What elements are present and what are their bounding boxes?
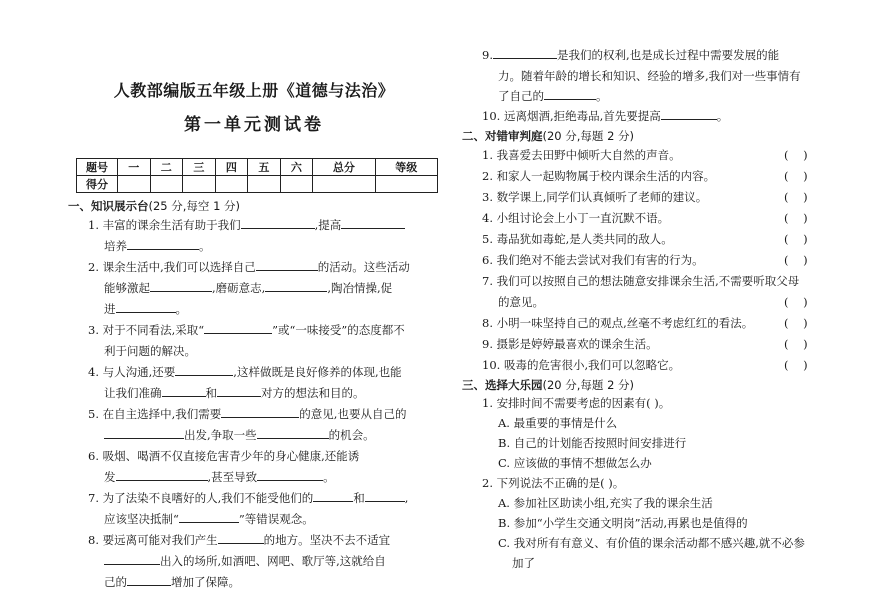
q-text: ”或“一味接受”的态度都不 <box>272 323 405 337</box>
judge-item: 4. 小组讨论会上小丁一直沉默不语。 <box>482 211 670 225</box>
answer-parens[interactable]: ( ) <box>784 232 808 246</box>
score-input-cell[interactable] <box>118 176 151 193</box>
q-text: 的意见,也要从自己的 <box>299 407 407 421</box>
fill-blank[interactable] <box>218 531 264 544</box>
q-text: 1. 丰富的课余生活有助于我们 <box>88 218 241 232</box>
s1-q10-line1 <box>482 107 728 126</box>
judge-item: 10. 吸毒的危害很小,我们可以忽略它。 <box>482 358 681 372</box>
s1-q1-line2 <box>104 237 211 256</box>
fill-blank[interactable] <box>104 552 160 565</box>
score-cell: 总分 <box>313 159 375 176</box>
q-text: 9. <box>482 48 493 62</box>
fill-blank[interactable] <box>104 426 184 439</box>
s1-q8-line1 <box>88 531 390 550</box>
answer-parens[interactable]: ( ) <box>784 148 808 162</box>
q-text: 7. 为了法染不良嗜好的人,我们不能受他们的 <box>88 491 314 505</box>
score-cell: 一 <box>118 159 151 176</box>
choice-question-2: 2. 下列说法不正确的是( )。 <box>482 476 625 490</box>
score-cell: 二 <box>150 159 183 176</box>
section1-note: (25 分,每空 1 分) <box>148 199 241 213</box>
q-text: 。 <box>175 302 187 316</box>
q-text: 。 <box>323 470 335 484</box>
score-row-label: 得分 <box>77 176 118 193</box>
s1-q8-line3 <box>104 573 240 592</box>
s1-q8-line2 <box>104 552 386 571</box>
exam-title: 人教部编版五年级上册《道德与法治》 <box>113 81 395 100</box>
q-text: 应该坚决抵制“ <box>104 512 179 526</box>
q-text: 出入的场所,如酒吧、网吧、歌厅等,这就给自 <box>160 554 386 568</box>
q-text: 3. 对于不同看法,采取“ <box>88 323 205 337</box>
fill-blank[interactable] <box>493 46 557 59</box>
s1-q1-line1 <box>88 216 405 235</box>
s1-q5-line1 <box>88 405 406 424</box>
score-input-cell[interactable] <box>183 176 216 193</box>
fill-blank[interactable] <box>150 279 212 292</box>
answer-parens[interactable]: ( ) <box>784 169 808 183</box>
q-text: ,这样做既是良好修养的体现,也能 <box>233 365 402 379</box>
answer-parens[interactable]: ( ) <box>784 211 808 225</box>
fill-blank[interactable] <box>221 405 299 418</box>
section2-note: (20 分,每题 2 分) <box>542 129 635 143</box>
s1-q4-line2 <box>104 384 365 403</box>
q-text: 8. 要远离可能对我们产生 <box>88 533 218 547</box>
q-text: , <box>404 491 409 505</box>
s1-q6-line1 <box>88 447 359 466</box>
fill-blank[interactable] <box>204 321 272 334</box>
q-text: 的机会。 <box>328 428 375 442</box>
answer-parens[interactable]: ( ) <box>784 190 808 204</box>
q-text: 进 <box>104 302 116 316</box>
fill-blank[interactable] <box>127 237 199 250</box>
s1-q4-line1 <box>88 363 402 382</box>
choice-question-1: 1. 安排时间不需要考虑的因素有( )。 <box>482 396 671 410</box>
judge-item: 6. 我们绝对不能去尝试对我们有害的行为。 <box>482 253 704 267</box>
score-cell: 题号 <box>77 159 118 176</box>
score-input-cell[interactable] <box>313 176 375 193</box>
answer-parens[interactable]: ( ) <box>784 295 808 309</box>
fill-blank[interactable] <box>175 363 233 376</box>
score-input-cell[interactable] <box>248 176 281 193</box>
score-cell: 四 <box>215 159 248 176</box>
q-text: 。 <box>596 89 608 103</box>
q-text: 和 <box>205 386 217 400</box>
q-text: ”等错误观念。 <box>238 512 314 526</box>
score-table-header-row <box>77 159 438 176</box>
q-text: ,陶冶情操,促 <box>327 281 393 295</box>
choice-option[interactable]: B. 自己的计划能否按照时间安排进行 <box>498 436 687 450</box>
answer-parens[interactable]: ( ) <box>784 316 808 330</box>
s1-q2-line1 <box>88 258 410 277</box>
s1-q3-line1 <box>88 321 405 340</box>
choice-option[interactable]: C. 我对所有有意义、有价值的课余活动都不感兴趣,就不必参 <box>498 536 805 550</box>
fill-blank[interactable] <box>179 510 239 523</box>
fill-blank[interactable] <box>217 384 261 397</box>
q-text: 让我们准确 <box>104 386 162 400</box>
q-text: ,提高 <box>314 218 342 232</box>
choice-option-continued: 加了 <box>512 556 535 570</box>
score-input-cell[interactable] <box>280 176 313 193</box>
s1-q2-line3 <box>104 300 187 319</box>
q-text: 培养 <box>104 239 127 253</box>
fill-blank[interactable] <box>257 468 323 481</box>
q-text: 4. 与人沟通,还要 <box>88 365 176 379</box>
judge-item: 3. 数学课上,同学们认真倾听了老师的建议。 <box>482 190 708 204</box>
s1-q7-line1 <box>88 489 408 508</box>
s1-q9-line3 <box>498 87 608 106</box>
fill-blank[interactable] <box>265 279 327 292</box>
q-text: 了自己的 <box>498 89 544 103</box>
q-text: 己的 <box>104 575 127 589</box>
choice-option[interactable]: A. 参加社区助读小组,充实了我的课余生活 <box>498 496 713 510</box>
section2-heading <box>462 128 634 144</box>
score-cell: 等级 <box>375 159 437 176</box>
score-input-cell[interactable] <box>215 176 248 193</box>
fill-blank[interactable] <box>544 87 596 100</box>
q-text: 力。随着年龄的增长和知识、经验的增多,我们对一些事情有 <box>498 69 801 83</box>
fill-blank[interactable] <box>127 573 171 586</box>
s1-q3-line2 <box>104 342 196 361</box>
score-cell: 六 <box>280 159 313 176</box>
judge-item: 7. 我们可以按照自己的想法随意安排课余生活,不需要听取父母 <box>482 274 800 288</box>
fill-blank[interactable] <box>256 258 318 271</box>
q-text: 发 <box>104 470 116 484</box>
fill-blank[interactable] <box>257 426 329 439</box>
q-text: 10. 远离烟酒,拒绝毒品,首先要提高 <box>482 109 661 123</box>
answer-parens[interactable]: ( ) <box>784 358 808 372</box>
judge-item-continued: 的意见。 <box>498 295 544 309</box>
q-text: ,甚至导致 <box>207 470 258 484</box>
section2-title: 二、对错审判庭 <box>462 129 543 143</box>
choice-option[interactable]: A. 最重要的事情是什么 <box>498 416 618 430</box>
exam-subtitle: 第一单元测试卷 <box>184 115 324 135</box>
fill-blank[interactable] <box>162 384 206 397</box>
judge-item: 5. 毒品犹如毒蛇,是人类共同的敌人。 <box>482 232 673 246</box>
choice-option[interactable]: C. 应该做的事情不想做怎么办 <box>498 456 652 470</box>
q-text: 6. 吸烟、喝酒不仅直接危害青少年的身心健康,还能诱 <box>88 449 360 463</box>
q-text: 。 <box>199 239 211 253</box>
fill-blank[interactable] <box>365 489 405 502</box>
s1-q7-line2 <box>104 510 314 529</box>
section3-title: 三、选择大乐园 <box>462 378 543 392</box>
judge-item: 2. 和家人一起购物属于校内课余生活的内容。 <box>482 169 716 183</box>
s1-q6-line2 <box>104 468 335 487</box>
q-text: 是我们的权利,也是成长过程中需要发展的能 <box>556 48 780 62</box>
score-input-cell[interactable] <box>150 176 183 193</box>
section3-note: (20 分,每题 2 分) <box>542 378 635 392</box>
judge-item: 9. 摄影是婷婷最喜欢的课余生活。 <box>482 337 658 351</box>
fill-blank[interactable] <box>241 216 315 229</box>
fill-blank[interactable] <box>661 107 717 120</box>
s1-q5-line2 <box>104 426 375 445</box>
section1-title: 一、知识展示台 <box>68 199 149 213</box>
score-input-cell[interactable] <box>375 176 437 193</box>
s1-q9-line1 <box>482 46 779 65</box>
score-cell: 五 <box>248 159 281 176</box>
score-table-score-row <box>77 176 438 193</box>
q-text: 2. 课余生活中,我们可以选择自己 <box>88 260 256 274</box>
fill-blank[interactable] <box>116 300 176 313</box>
answer-parens[interactable]: ( ) <box>784 253 808 267</box>
judge-item: 1. 我喜爱去田野中倾听大自然的声音。 <box>482 148 681 162</box>
choice-option[interactable]: B. 参加“小学生交通文明岗”活动,再累也是值得的 <box>498 516 748 530</box>
q-text: 的活动。这些活动 <box>317 260 410 274</box>
q-text: 对方的想法和目的。 <box>261 386 365 400</box>
section1-heading <box>68 198 240 214</box>
section3-heading <box>462 377 634 393</box>
q-text: 增加了保障。 <box>171 575 240 589</box>
fill-blank[interactable] <box>313 489 353 502</box>
fill-blank[interactable] <box>341 216 405 229</box>
q-text: 和 <box>353 491 365 505</box>
q-text: 利于问题的解决。 <box>104 344 196 358</box>
answer-parens[interactable]: ( ) <box>784 337 808 351</box>
s1-q2-line2 <box>104 279 392 298</box>
q-text: 出发,争取一些 <box>184 428 257 442</box>
s1-q9-line2 <box>498 67 801 86</box>
q-text: ,磨砺意志, <box>212 281 266 295</box>
q-text: 5. 在自主选择中,我们需要 <box>88 407 222 421</box>
score-cell: 三 <box>183 159 216 176</box>
q-text: 。 <box>716 109 729 123</box>
score-table <box>76 158 438 193</box>
q-text: 能够激起 <box>104 281 150 295</box>
fill-blank[interactable] <box>116 468 208 481</box>
judge-item: 8. 小明一味坚持自己的观点,丝毫不考虑红红的看法。 <box>482 316 754 330</box>
q-text: 的地方。坚决不去不适宜 <box>263 533 391 547</box>
